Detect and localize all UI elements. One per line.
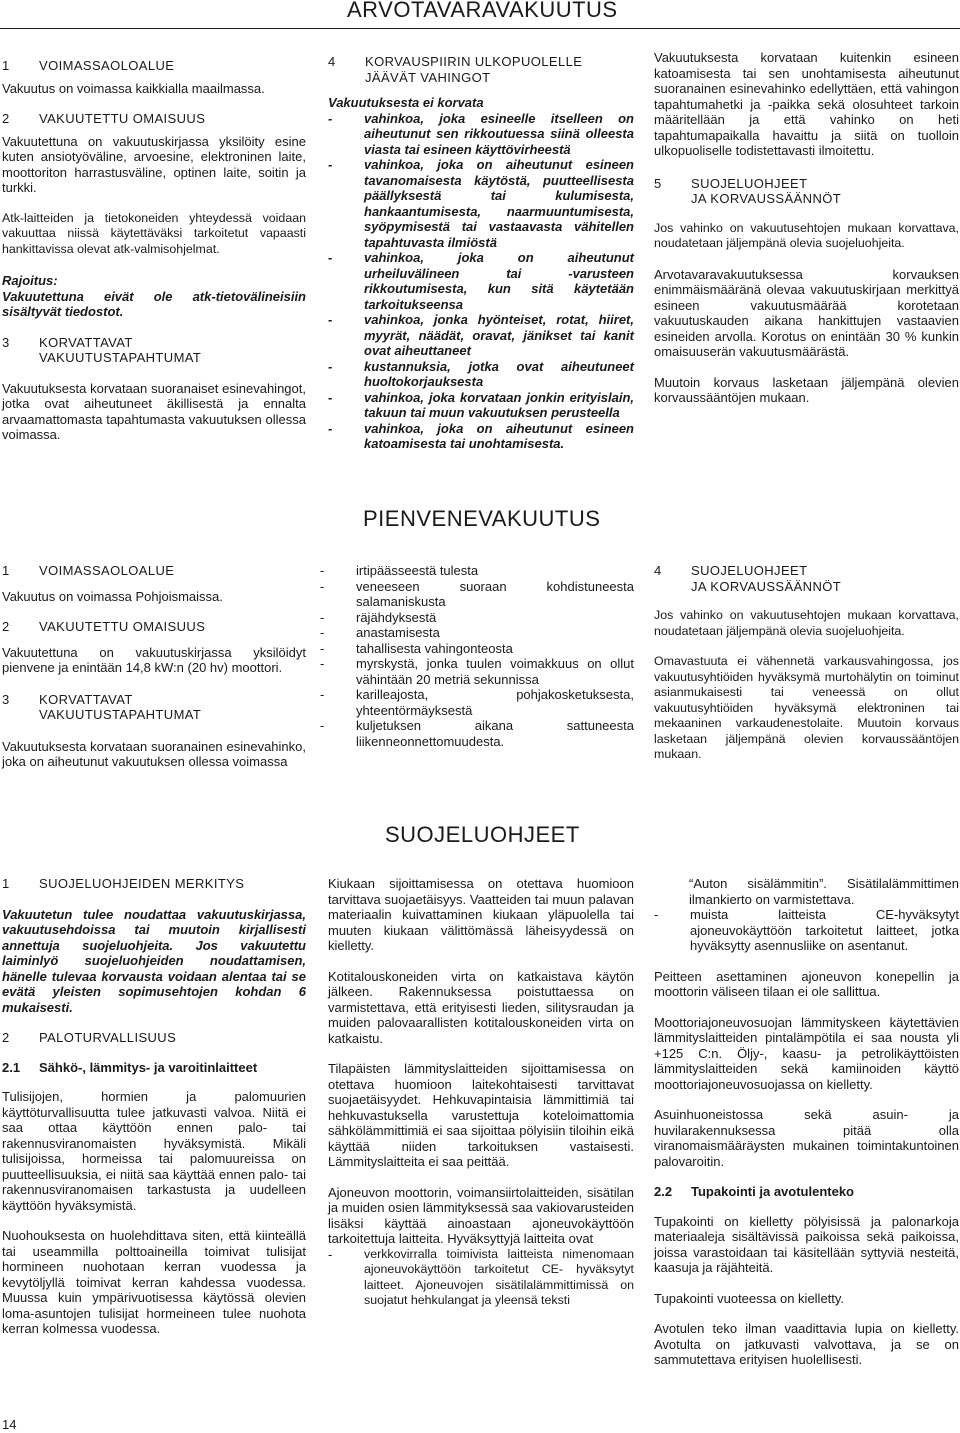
list-item: - karilleajosta, pohjakosketuksesta, yhteentörmäyksestä: [320, 687, 634, 718]
section-heading: 2 PALOTURVALLISUUS: [2, 1030, 177, 1045]
approved-devices-list: [328, 1247, 634, 1309]
arvo-column-2: [328, 54, 634, 452]
paragraph: Peitteen asettaminen ajoneuvon konepellin ja moottorin väliseen tilaan ei ole sallittua.: [654, 968, 959, 999]
section-heading: 5 SUOJELUOHJEET JA KORVAUSSÄÄNNÖT: [654, 175, 842, 206]
section-heading: 2 VAKUUTETTU OMAISUUS: [2, 111, 206, 126]
list-item: - räjähdyksestä: [320, 609, 437, 625]
paragraph: Vakuutus on voimassa Pohjoismaissa.: [2, 588, 223, 604]
restriction-text: Vakuutettuna eivät ole atk-tietovälineisiin sisältyvät tiedostot.: [2, 288, 306, 319]
arvo-column-1: [2, 58, 306, 443]
list-item: - vahinkoa, joka on aiheutunut esineen katoamisesta tai unohtamisesta.: [328, 420, 634, 451]
paragraph: Avotulen teko ilman vaadittavia lupia on kielletty. Avotulta on jatkuvasti valvottava, ja se on sammutettava erityisen huolellisesti.: [654, 1321, 959, 1367]
paragraph: Atk-laitteiden ja tietokoneiden yhteydessä voidaan vakuuttaa niissä käytettäväksi tarkoitetut vapaasti hankittavissa olevat atk-valmisohjelmat.: [2, 210, 306, 256]
pienvene-column-3: [654, 563, 959, 763]
pienvene-column-1: [2, 563, 306, 770]
arvo-column-3: [654, 50, 959, 406]
list-item: - vahinkoa, jonka hyönteiset, rotat, hiiret, myyrät, näädät, oravat, jänikset tai kanit ovat aiheuttaneet: [328, 312, 634, 358]
section-heading: 2 VAKUUTETTU OMAISUUS: [2, 619, 206, 634]
title-rule: [0, 28, 960, 29]
section-heading: 1 VOIMASSAOLOALUE: [2, 563, 175, 578]
approved-devices-list-cont: [654, 907, 959, 954]
section-heading: 1 VOIMASSAOLOALUE: [2, 58, 175, 73]
paragraph: Tulisijojen, hormien ja palomuurien käyttöturvallisuutta tulee jatkuvasti valvoa. Niitä ei saa ottaa käyttöön ennen palo- tai rakennusviranomaisten hyväksymistä. Mikäli tulisijoissa, hormeissa tai palomuureissa on puutteellisuuksia, ei niitä saa käyttää ennen palo- tai rakennusviranomaisen tarkastusta ja uudelleen käyttöön hyväksymistä.: [2, 1089, 306, 1213]
list-item: - vahinkoa, joka korvataan jonkin erityislain, takuun tai muun vakuutuksen perusteella: [328, 389, 634, 420]
list-item: - kustannuksia, jotka ovat aiheutuneet huoltokorjauksesta: [328, 358, 634, 389]
pienvene-column-2: [320, 563, 634, 749]
paragraph: Ajoneuvon moottorin, voimansiirtolaitteiden, sisätilan ja muiden osien lämmityksessä saa vakiovarusteiden lisäksi käyttää ainoastaan ajoneuvokäyttöön tarkoitettuja laitteita. Hyväksyttyjä laitteita ovat: [328, 1184, 634, 1246]
list-item: - vahinkoa, joka on aiheutunut urheiluvälineen tai -varusteen rikkoutumisesta, kun sitä käytetään tarkoitukseensa: [328, 250, 634, 312]
list-item: - tahallisesta vahingonteosta: [320, 640, 513, 656]
section-heading: 3 KORVATTAVAT VAKUUTUSTAPAHTUMAT: [2, 334, 202, 365]
list-item: - irtipäässeestä tulesta: [320, 563, 479, 578]
suojelu-column-3: [654, 876, 959, 1368]
list-item: - myrskystä, jonka tuulen voimakkuus on ollut vähintään 20 metriä sekunnissa: [320, 656, 634, 687]
paragraph: “Auton sisälämmitin”. Sisätilalämmittimen ilmankierto on varmistettava.: [689, 876, 959, 907]
list-item: - anastamisesta: [320, 625, 440, 640]
paragraph: Vakuutuksesta korvataan kuitenkin esineen katoamisesta tai sen unohtamisesta aiheutunut suoranainen esinevahinko edellyttäen, että vahingon tapahtumahetki ja -paikka sekä olosuhteet tarkoin määritellään ja että vahinko on heti tapahtumapaikalla havaittu ja siitä on tuolloin ulkopuoliselle todistettavasti ilmoitettu.: [654, 50, 959, 158]
section-heading: 4 KORVAUSPIIRIN ULKOPUOLELLE JÄÄVÄT VAHINGOT: [328, 54, 583, 85]
paragraph: Tupakointi vuoteessa on kielletty.: [654, 1290, 845, 1306]
section-heading: 1 SUOJELUOHJEIDEN MERKITYS: [2, 876, 245, 891]
paragraph: Jos vahinko on vakuutusehtojen mukaan korvattava, noudatetaan jäljempänä olevia suojeluohjeita.: [654, 220, 959, 250]
paragraph: Asuinhuoneistossa sekä asuin- ja huvilarakennuksessa pitää olla viranomaismääräysten mukainen toimintakuntoinen palovaroitin.: [654, 1107, 959, 1169]
list-item: - verkkovirralla toimivista laitteista nimenomaan ajoneuvokäyttöön tarkoitetut CE- hyväksytyt laitteet. Ajoneuvojen sisätilalämmittimissä on suojatut hehkulangat ja yleensä teksti: [328, 1246, 634, 1307]
section-heading: 4 SUOJELUOHJEET JA KORVAUSSÄÄNNÖT: [654, 563, 842, 594]
list-item: - kuljetuksen aikana sattuneesta liikenneonnettomuudesta.: [320, 718, 634, 749]
covered-events-list: [320, 563, 634, 749]
exclusion-list: [328, 111, 634, 452]
list-item: - vahinkoa, joka esineelle itselleen on aiheutunut sen rikkoutuessa siinä olleesta viasta tai esineen käyttövirheestä: [328, 110, 634, 157]
paragraph: Vakuutuksesta korvataan suoranaiset esinevahingot, jotka ovat aiheutuneet äkillisestä ja ennalta arvaamattomasta tapahtumasta vakuutuksen ollessa voimassa.: [2, 380, 306, 442]
paragraph: Moottoriajoneuvosuojan lämmityskeen käytettävien lämmityslaitteiden pintalämpötila ei saa nousta yli +125 C:n. Öljy-, kaasu- ja petrolikäyttöisten lämmityslaitteiden sekä kamiinoiden käyttö moottoriajoneuvosuojassa on kielletty.: [654, 1014, 959, 1092]
list-item: - veneeseen suoraan kohdistuneesta salamaniskusta: [320, 578, 634, 609]
section-title-suojelu: SUOJELUOHJEET: [385, 822, 580, 847]
paragraph: Nuohouksesta on huolehdittava siten, että kiinteällä tai useammilla polttoaineilla toimivat tulisijat hormineen nuohotaan kerran vuodessa ja kevytöljyllä toimivat kerran kahdessa vuodessa. Muussa kuin ympärivuotisessa käytössä olevien loma-asuntojen tulisijat hormeineen tulee nuohota kerran kolmessa vuodessa.: [2, 1228, 306, 1336]
paragraph: Vakuutettuna on vakuutuskirjassa yksilöity esine kuten ansiotyöväline, arvoesine, elektroninen laite, moottoriton harrastusväline, optinen laite, soitin ja turkki.: [2, 133, 306, 195]
paragraph: Muutoin korvaus lasketaan jäljempänä olevien korvaussääntöjen mukaan.: [654, 374, 959, 405]
paragraph: Omavastuuta ei vähennetä varkausvahingossa, jos vakuutusyhtiöiden hyväksymä murtohälytin on toiminut asianmukaisesti tai veneessä on ollut vakuutusyhtiöiden hyväksymä elektroninen tai mekaaninen varkaudenestolaite. Muutoin korvaus lasketaan jäljempänä olevien korvaussääntöjen mukaan.: [654, 654, 959, 761]
list-item: - vahinkoa, joka on aiheutunut esineen tavanomaisesta käytöstä, puutteellisesta päällyksestä tai kulumisesta, hankaantumisesta, naarmuuntumisesta, syöpymisestä tai vastaavasta vähitellen tapahtuvasta ilmiöstä: [328, 157, 634, 250]
subsection-heading: 2.1 Sähkö-, lämmitys- ja varoitinlaitteet: [2, 1059, 258, 1075]
section-heading: 3 KORVATTAVAT VAKUUTUSTAPAHTUMAT: [2, 691, 202, 722]
subsection-heading: 2.2 Tupakointi ja avotulenteko: [654, 1184, 855, 1199]
paragraph: Vakuutetun tulee noudattaa vakuutuskirjassa, vakuutusehdoissa tai muutoin kirjallisesti annettuja suojeluohjeita. Jos vakuutettu laiminlyö suojeluohjeiden noudattamisen, hänelle tulevaa korvausta voidaan alentaa tai se evätä yleisten sopimusehtojen kohdan 6 mukaisesti.: [2, 906, 306, 1015]
page-title: ARVOTAVARAVAKUUTUS: [347, 0, 618, 22]
paragraph: Vakuutettuna on vakuutuskirjassa yksilöidyt pienvene ja enintään 14,8 kW:n (20 hv) moottori.: [2, 644, 306, 675]
paragraph: Tupakointi on kielletty pölyisissä ja palonarkoja materiaaleja sisältävissä paikoissa sekä paikoissa, joissa varastoidaan tai käsitellään syttyviä nesteitä, kaasuja ja räjähteitä.: [654, 1213, 959, 1275]
paragraph: Jos vahinko on vakuutusehtojen mukaan korvattava, noudatetaan jäljempänä olevia suojeluohjeita.: [654, 608, 959, 638]
suojelu-column-1: [2, 876, 306, 1337]
paragraph: Vakuutus on voimassa kaikkialla maailmassa.: [2, 80, 265, 96]
page-number: 14: [2, 1417, 17, 1432]
list-item: - muista laitteista CE-hyväksytyt ajoneuvokäyttöön tarkoitetut laitteet, jotka hyväksytty asennusliike on asentanut.: [654, 907, 959, 953]
section-title-pienvene: PIENVENEVAKUUTUS: [363, 506, 601, 531]
suojelu-column-2: [328, 876, 634, 1309]
paragraph: Arvotavaravakuutuksessa korvauksen enimmäismääränä olevaa vakuutuskirjaan merkittyä esineen vakuutusmäärää korotetaan vakuutuskauden aikana hankittujen vastaavien esineiden arvolla. Korotus on enintään 30 % kunkin omaisuuserän vakuutusmäärästä.: [654, 266, 959, 359]
paragraph: Kotitalouskoneiden virta on katkaistava käytön jälkeen. Rakennuksessa poistuttaessa on varmistettava, että erityisesti lieden, silitysraudan ja muiden palovaarallisten kotitalouskoneiden virta on katkaistu.: [328, 968, 634, 1046]
paragraph: Kiukaan sijoittamisessa on otettava huomioon tarvittava suojaetäisyys. Vaatteiden tai muun palavan materiaalin kuivattaminen kiukaan yläpuolella tai muuten kiukaan välittömässä läheisyydessä on kielletty.: [328, 876, 634, 953]
restriction-label: Rajoitus:: [2, 273, 58, 288]
exclusion-intro: Vakuutuksesta ei korvata: [328, 95, 484, 110]
paragraph: Tilapäisten lämmityslaitteiden sijoittamisessa on otettava huomioon laitekohtaisesti tarvittavat suojaetäisyydet. Hehkuvapintaisia lämmittimiä tai hehkuvastuksella varustettuja koteloimattomia sähkölämmittimiä ei saa sijoittaa pölyisiin tiloihin eikä käyttää niiden tarkoituksen vastaisesti. Lämmityslaitteita ei saa peittää.: [328, 1061, 634, 1169]
paragraph: Vakuutuksesta korvataan suoranainen esinevahinko, joka on aiheutunut vakuutuksen ollessa voimassa: [2, 738, 306, 769]
